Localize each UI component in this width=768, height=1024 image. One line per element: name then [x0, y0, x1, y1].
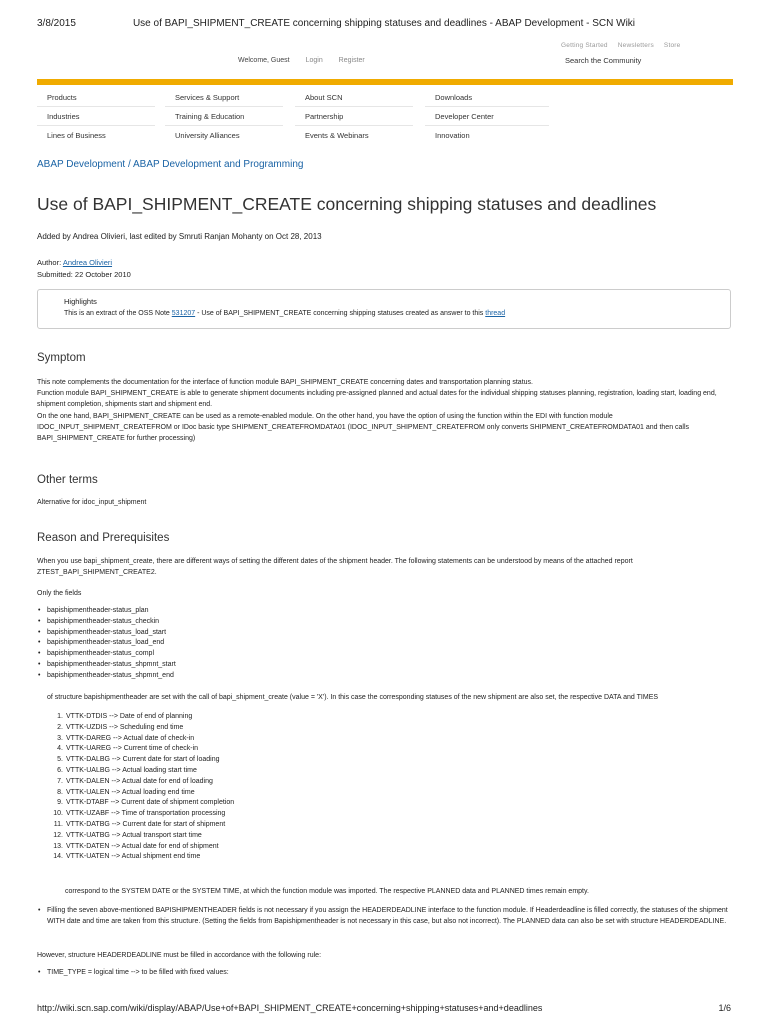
- only-fields-text: Only the fields: [37, 590, 82, 597]
- symptom-heading: Symptom: [37, 352, 86, 364]
- top-link-store[interactable]: Store: [663, 42, 681, 49]
- symptom-p1: This note complements the documentation for the interface of function module BAPI_SHIPMENT_CREATE concerning dates and transportation planning status.: [37, 379, 533, 386]
- top-link-newsletters[interactable]: Newsletters: [617, 42, 654, 49]
- list-item: • bapishipmentheader-status_shpmnt_start: [47, 660, 737, 671]
- nav-industries[interactable]: Industries: [37, 107, 155, 126]
- headerdeadline-bullet: [37, 905, 737, 927]
- list-item: 7. VTTK-DALEN --> Actual date for end of loading: [57, 777, 213, 785]
- author-link[interactable]: Andrea Olivieri: [62, 258, 113, 267]
- nav-about-scn[interactable]: About SCN: [295, 88, 413, 107]
- symptom-p3: On the one hand, BAPI_SHIPMENT_CREATE can be used as a remote-enabled module. On the other hand, you have the option of using the function within the EDI with function module IDOC_INPUT_SHIPMENT_CREATEFROM or IDoc basic type SHIPMENT_CREATEFROMDATA01 (IDOC_INPUT_SHIPMENT_CREATEFROM only converts SHIPMENT_CREATEFROMDATA01 and then calls BAPI_SHIPMENT_CREATE for further processing): [37, 412, 690, 443]
- footer-url: http://wiki.scn.sap.com/wiki/display/ABAP/Use+of+BAPI_SHIPMENT_CREATE+concerning+shipping+statuses+and+deadlines: [37, 1003, 543, 1013]
- highlights-text: [64, 310, 505, 317]
- page-title: Use of BAPI_SHIPMENT_CREATE concerning shipping statuses and deadlines: [37, 194, 657, 214]
- brand-bar: [37, 79, 733, 85]
- list-item: 5. VTTK-DALBG --> Current date for start of loading: [57, 756, 220, 764]
- list-item: • bapishipmentheader-status_load_end: [47, 638, 737, 649]
- list-item: 2. VTTK-UZDIS --> Scheduling end time: [57, 723, 184, 731]
- author-label: Author:: [37, 258, 63, 267]
- symptom-body: [37, 377, 732, 444]
- breadcrumb[interactable]: ABAP Development / ABAP Development and Programming: [37, 159, 304, 170]
- fields-list: [37, 606, 737, 682]
- other-terms-heading: Other terms: [37, 474, 98, 486]
- thread-link[interactable]: thread: [485, 310, 506, 317]
- nav-lines-of-business[interactable]: Lines of Business: [47, 131, 106, 140]
- list-item: 9. VTTK-DTABF --> Current date of shipment completion: [57, 799, 235, 807]
- nav-events-webinars[interactable]: Events & Webinars: [305, 131, 369, 140]
- nav-services-support[interactable]: Services & Support: [165, 88, 283, 107]
- print-date: 3/8/2015: [37, 18, 76, 29]
- nav-university-alliances[interactable]: University Alliances: [175, 131, 240, 140]
- top-link-getting-started[interactable]: Getting Started: [561, 42, 608, 49]
- added-by-line: Added by Andrea Olivieri, last edited by Smruti Ranjan Mohanty on Oct 28, 2013: [37, 232, 322, 241]
- list-item: • bapishipmentheader-status_plan: [47, 606, 737, 617]
- list-item: • bapishipmentheader-status_checkin: [47, 617, 737, 628]
- highlights-text-mid: - Use of BAPI_SHIPMENT_CREATE concerning shipping statuses created as answer to this: [195, 310, 486, 317]
- login-link[interactable]: Login: [305, 57, 323, 64]
- list-item: • Filling the seven above-mentioned BAPISHIPMENTHEADER fields is not necessary if you assign the HEADERDEADLINE interface to the function module. If Headerdeadline is filled correctly, the statuses of the shipment WITH date and time are taken from this structure. (Setting the fields from Bapishipmentheader is not necessary in this case, but also not incorrect). The PLANNED data can also be set with structure HEADERDEADLINE.: [47, 905, 737, 927]
- correspond-text: correspond to the SYSTEM DATE or the SYSTEM TIME, at which the function module was imported. The respective PLANNED data and PLANNED times remain empty.: [65, 888, 589, 895]
- list-item: • TIME_TYPE = logical time --> to be filled with fixed values:: [47, 968, 737, 979]
- time-type-list: [37, 968, 737, 979]
- list-item: 13. VTTK-DATEN --> Actual date for end of shipment: [53, 842, 219, 850]
- nav-partnership[interactable]: Partnership: [295, 107, 413, 126]
- nav-downloads[interactable]: Downloads: [425, 88, 549, 107]
- list-item: • bapishipmentheader-status_compl: [47, 649, 737, 660]
- reason-p1: When you use bapi_shipment_create, there are different ways of setting the different dates of the shipment header. The following statements can be understood by means of the attached report ZTEST_BAPI_SHIPMENT_CREATE2.: [37, 558, 633, 577]
- oss-note-link[interactable]: 531207: [171, 310, 196, 317]
- print-header: [37, 18, 731, 30]
- register-link[interactable]: Register: [338, 57, 365, 64]
- list-item: 10. VTTK-UZABF --> Time of transportation processing: [53, 810, 226, 818]
- other-terms-text: Alternative for idoc_input_shipment: [37, 499, 147, 506]
- nav-products[interactable]: Products: [37, 88, 155, 107]
- list-item: 1. VTTK-DTDIS --> Date of end of planning: [57, 713, 193, 720]
- nav-innovation[interactable]: Innovation: [435, 131, 470, 140]
- list-item: 8. VTTK-UALEN --> Actual loading end time: [57, 788, 195, 796]
- highlights-heading: Highlights: [64, 297, 97, 306]
- print-title: Use of BAPI_SHIPMENT_CREATE concerning shipping statuses and deadlines - ABAP Development - SCN Wiki: [132, 18, 636, 29]
- search-input[interactable]: Search the Community: [565, 56, 642, 65]
- however-text: However, structure HEADERDEADLINE must be filled in accordance with the following rule:: [37, 952, 322, 959]
- structure-note: of structure bapishipmentheader are set with the call of bapi_shipment_create (value = 'X'). In this case the corresponding statuses of the new shipment are also set, the respective DATA and TIMES: [47, 694, 659, 701]
- nav-developer-center[interactable]: Developer Center: [425, 107, 549, 126]
- list-item: • bapishipmentheader-status_load_start: [47, 628, 737, 639]
- submitted-date: Submitted: 22 October 2010: [37, 270, 131, 279]
- welcome-text: Welcome, Guest: [238, 57, 290, 64]
- vttk-fields-list: [51, 712, 234, 863]
- welcome-bar: [238, 57, 379, 64]
- list-item: 3. VTTK-DAREG --> Actual date of check-in: [57, 734, 195, 742]
- list-item: 12. VTTK-UATBG --> Actual transport start time: [53, 831, 202, 839]
- list-item: • bapishipmentheader-status_shpmnt_end: [47, 671, 737, 682]
- highlights-panel: [37, 289, 731, 329]
- nav-training-education[interactable]: Training & Education: [165, 107, 283, 126]
- list-item: 4. VTTK-UAREG --> Current time of check-in: [57, 745, 199, 753]
- list-item: 14. VTTK-UATEN --> Actual shipment end time: [53, 853, 201, 861]
- highlights-text-pre: This is an extract of the OSS Note: [64, 310, 172, 317]
- author-block: [37, 257, 131, 281]
- symptom-p2: Function module BAPI_SHIPMENT_CREATE is able to generate shipment documents including pre-assigned planned and actual dates for the individual shipping statuses planning, registration, loading start, loading end, shipment completion, shipments start and shipment end.: [37, 390, 717, 409]
- top-links: [561, 42, 688, 49]
- list-item: 6. VTTK-UALBG --> Actual loading start time: [57, 766, 197, 774]
- list-item: 11. VTTK-DATBG --> Current date for start of shipment: [53, 820, 226, 828]
- reason-heading: Reason and Prerequisites: [37, 532, 170, 544]
- page-number: 1/6: [718, 1003, 731, 1013]
